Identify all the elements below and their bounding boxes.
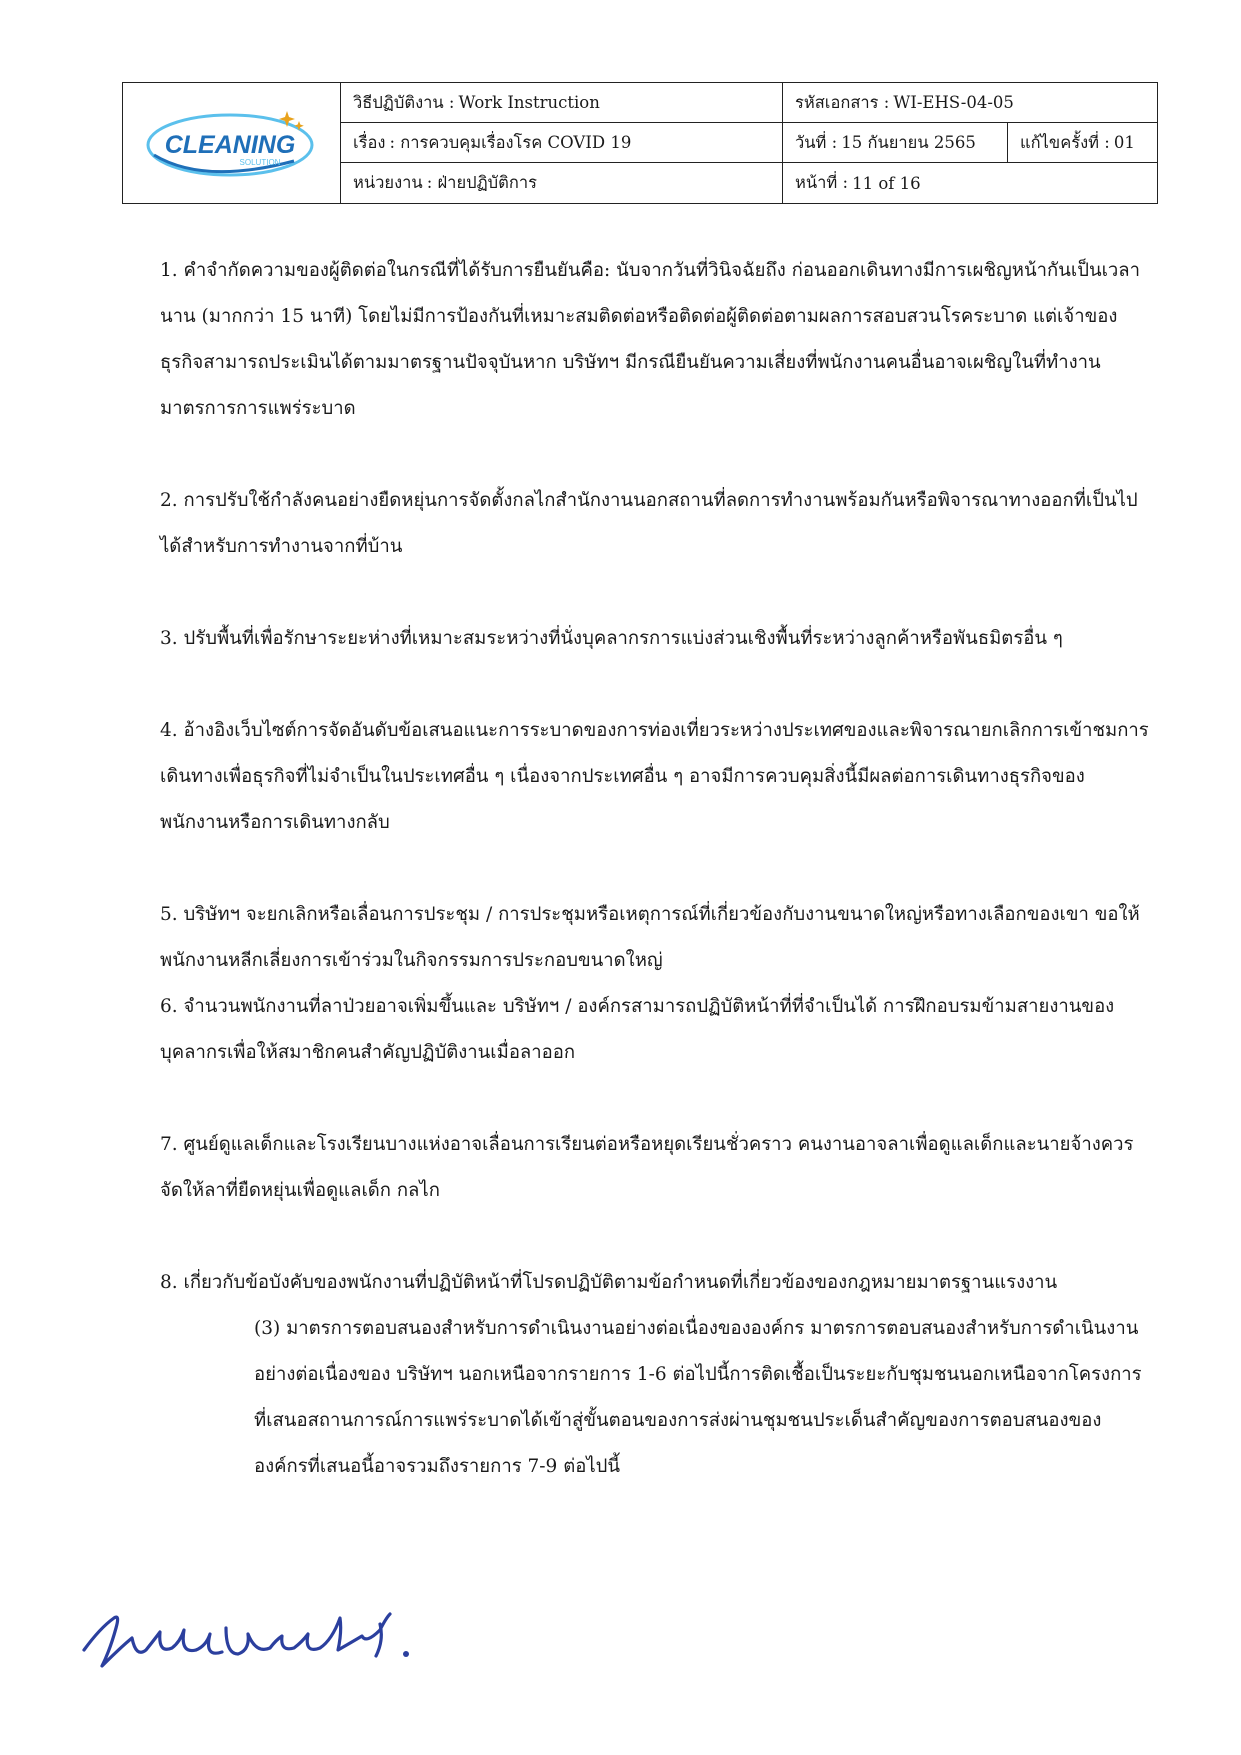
department-value: : ฝ่ายปฏิบัติการ (426, 173, 537, 192)
paragraph-2: 2. การปรับใช้กำลังคนอย่างยืดหยุ่นการจัดตั้งกลไกสำนักงานนอกสถานที่ลดการทำงานพร้อมกันหรือพิจารณาทางออกที่เป็นไปได้สำหรับการทำงานจากที่บ้าน (160, 490, 1138, 557)
document-body (160, 248, 1150, 1490)
paragraph-6: 6. จำนวนพนักงานที่ลาป่วยอาจเพิ่มขึ้นและ บริษัทฯ / องค์กรสามารถปฏิบัติหน้าที่ที่จำเป็นได้ การฝึกอบรมข้ามสายงานของบุคลากรเพื่อให้สมาชิกคนสำคัญปฏิบัติงานเมื่อลาออก (160, 996, 1115, 1063)
paragraph-9-section-3: (3) มาตรการตอบสนองสำหรับการดำเนินงานอย่างต่อเนื่องขององค์กร มาตรการตอบสนองสำหรับการดำเนินงานอย่างต่อเนื่องของ บริษัทฯ นอกเหนือจากรายการ 1-6 ต่อไปนี้การติดเชื้อเป็นระยะกับชุมชนนอกเหนือจากโครงการที่เสนอสถานการณ์การแพร่ระบาดได้เข้าสู่ขั้นตอนของการส่งผ่านชุมชนประเด็นสำคัญของการตอบสนองขององค์กรที่เสนอนี้อาจรวมถึงรายการ 7-9 ต่อไปนี้ (254, 1318, 1142, 1477)
revision-label: แก้ไขครั้งที่ : (1020, 132, 1110, 152)
logo-cell (123, 83, 341, 203)
signature-mark (80, 1588, 420, 1698)
doc-code-value: WI-EHS-04-05 (893, 93, 1014, 112)
date-cell (783, 123, 1008, 163)
paragraph-8: 8. เกี่ยวกับข้อบังคับของพนักงานที่ปฏิบัติหน้าที่โปรดปฏิบัติตามข้อกำหนดที่เกี่ยวข้องของกฎหมายมาตรฐานแรงงาน (160, 1272, 1058, 1293)
paragraph-7: 7. ศูนย์ดูแลเด็กและโรงเรียนบางแห่งอาจเลื่อนการเรียนต่อหรือหยุดเรียนชั่วคราว คนงานอาจลาเพื่อดูแลเด็กและนายจ้างควรจัดให้ลาที่ยืดหยุ่นเพื่อดูแลเด็ก กลไก (160, 1134, 1134, 1201)
revision-cell (1008, 123, 1157, 163)
paragraph-1: 1. คำจำกัดความของผู้ติดต่อในกรณีที่ได้รับการยืนยันคือ: นับจากวันที่วินิจฉัยถึง ก่อนออกเดินทางมีการเผชิญหน้ากันเป็นเวลานาน (มากกว่า 15 นาที) โดยไม่มีการป้องกันที่เหมาะสมติดต่อหรือติดต่อผู้ติดต่อตามผลการสอบสวนโรคระบาด แต่เจ้าของธุรกิจสามารถประเมินได้ตามมาตรฐานปัจจุบันหาก บริษัทฯ มีกรณียืนยันความเสี่ยงที่พนักงานคนอื่นอาจเผชิญในที่ทำงานมาตรการการแพร่ระบาด (160, 260, 1141, 419)
logo-brand-text: CLEANING (164, 131, 296, 159)
department-cell (341, 163, 783, 203)
subject-value: : การควบคุมเรื่องโรค COVID 19 (389, 132, 632, 152)
page-number-value: 11 of 16 (852, 173, 921, 193)
paragraph-5: 5. บริษัทฯ จะยกเลิกหรือเลื่อนการประชุม / การประชุมหรือเหตุการณ์ที่เกี่ยวข้องกับงานขนาดใหญ่หรือทางเลือกของเขา ขอให้พนักงานหลีกเลี่ยงการเข้าร่วมในกิจกรรมการประกอบขนาดใหญ่ (160, 904, 1140, 971)
doc-code-label: รหัสเอกสาร : (795, 92, 890, 112)
work-instruction-value: Work Instruction (458, 93, 600, 112)
work-instruction-label: วิธีปฏิบัติงาน : (353, 92, 455, 112)
work-instruction-cell (341, 83, 783, 123)
subject-label: เรื่อง (353, 132, 386, 152)
cleaning-solution-logo (144, 103, 319, 183)
page-number-cell (783, 163, 1157, 203)
department-label: หน่วยงาน (353, 173, 423, 192)
date-label: วันที่ : (795, 132, 838, 152)
date-value: 15 กันยายน 2565 (841, 132, 976, 152)
paragraph-4: 4. อ้างอิงเว็บไซต์การจัดอันดับข้อเสนอแนะการระบาดของการท่องเที่ยวระหว่างประเทศของและพิจารณายกเลิกการเข้าชมการเดินทางเพื่อธุรกิจที่ไม่จำเป็นในประเทศอื่น ๆ เนื่องจากประเทศอื่น ๆ อาจมีการควบคุมสิ่งนี้มีผลต่อการเดินทางธุรกิจของพนักงานหรือการเดินทางกลับ (160, 720, 1149, 833)
revision-value: 01 (1113, 133, 1135, 152)
subject-cell (341, 123, 783, 163)
doc-code-cell (783, 83, 1157, 123)
paragraph-3: 3. ปรับพื้นที่เพื่อรักษาระยะห่างที่เหมาะสมระหว่างที่นั่งบุคลากรการแบ่งส่วนเชิงพื้นที่ระหว่างลูกค้าหรือพันธมิตรอื่น ๆ (160, 628, 1063, 649)
logo-tagline-text: SOLUTION (239, 158, 281, 167)
document-header-table (122, 82, 1158, 204)
page-number-label: หน้าที่ : (795, 173, 849, 192)
